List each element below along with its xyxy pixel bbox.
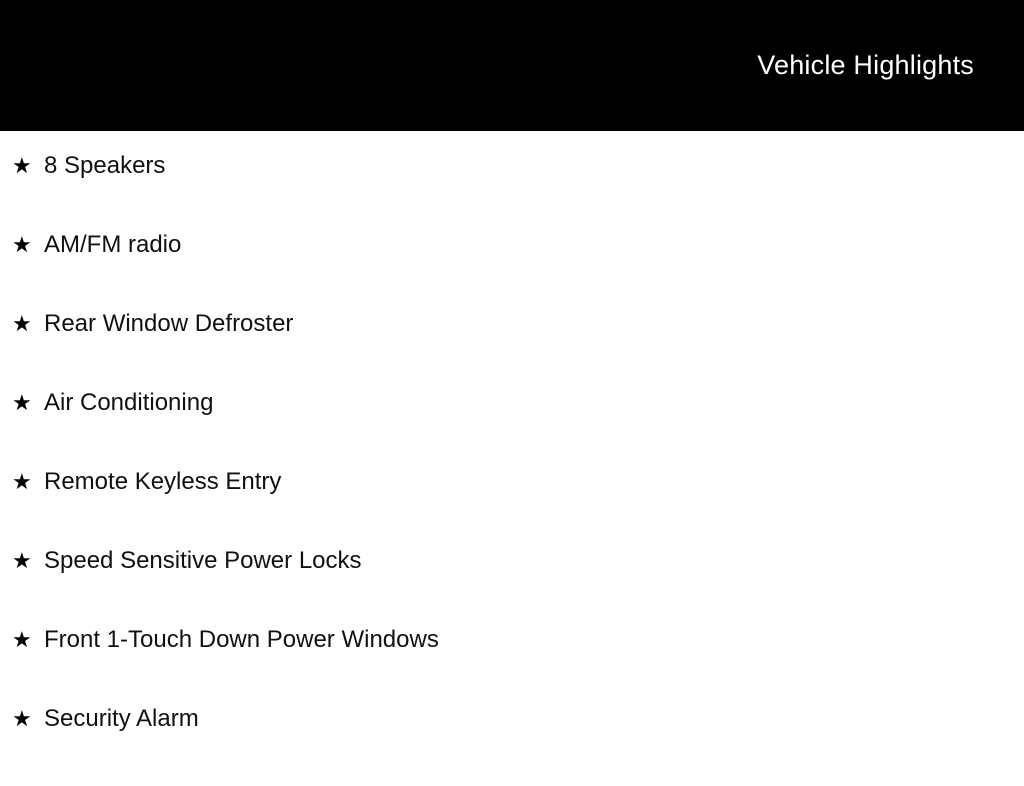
star-icon: ★ (12, 153, 32, 178)
highlight-label: Security Alarm (44, 705, 199, 732)
page-header (0, 0, 1024, 131)
list-item (0, 391, 1024, 470)
list-item (0, 549, 1024, 628)
star-icon: ★ (12, 706, 32, 731)
highlight-label: Air Conditioning (44, 389, 214, 416)
list-item (0, 154, 1024, 233)
list-item (0, 628, 1024, 707)
star-icon: ★ (12, 232, 32, 257)
star-icon: ★ (12, 469, 32, 494)
highlight-label: Speed Sensitive Power Locks (44, 547, 362, 574)
star-icon: ★ (12, 548, 32, 573)
list-item (0, 312, 1024, 391)
star-icon: ★ (12, 390, 32, 415)
star-icon: ★ (12, 311, 32, 336)
list-item (0, 470, 1024, 549)
list-item (0, 707, 1024, 786)
highlight-label: AM/FM radio (44, 231, 182, 258)
highlight-label: 8 Speakers (44, 152, 166, 179)
page-title: Vehicle Highlights (757, 50, 974, 80)
highlight-label: Rear Window Defroster (44, 310, 294, 337)
highlight-label: Remote Keyless Entry (44, 468, 282, 495)
vehicle-highlights-list (0, 131, 1024, 786)
highlight-label: Front 1-Touch Down Power Windows (44, 626, 439, 653)
list-item (0, 233, 1024, 312)
star-icon: ★ (12, 627, 32, 652)
